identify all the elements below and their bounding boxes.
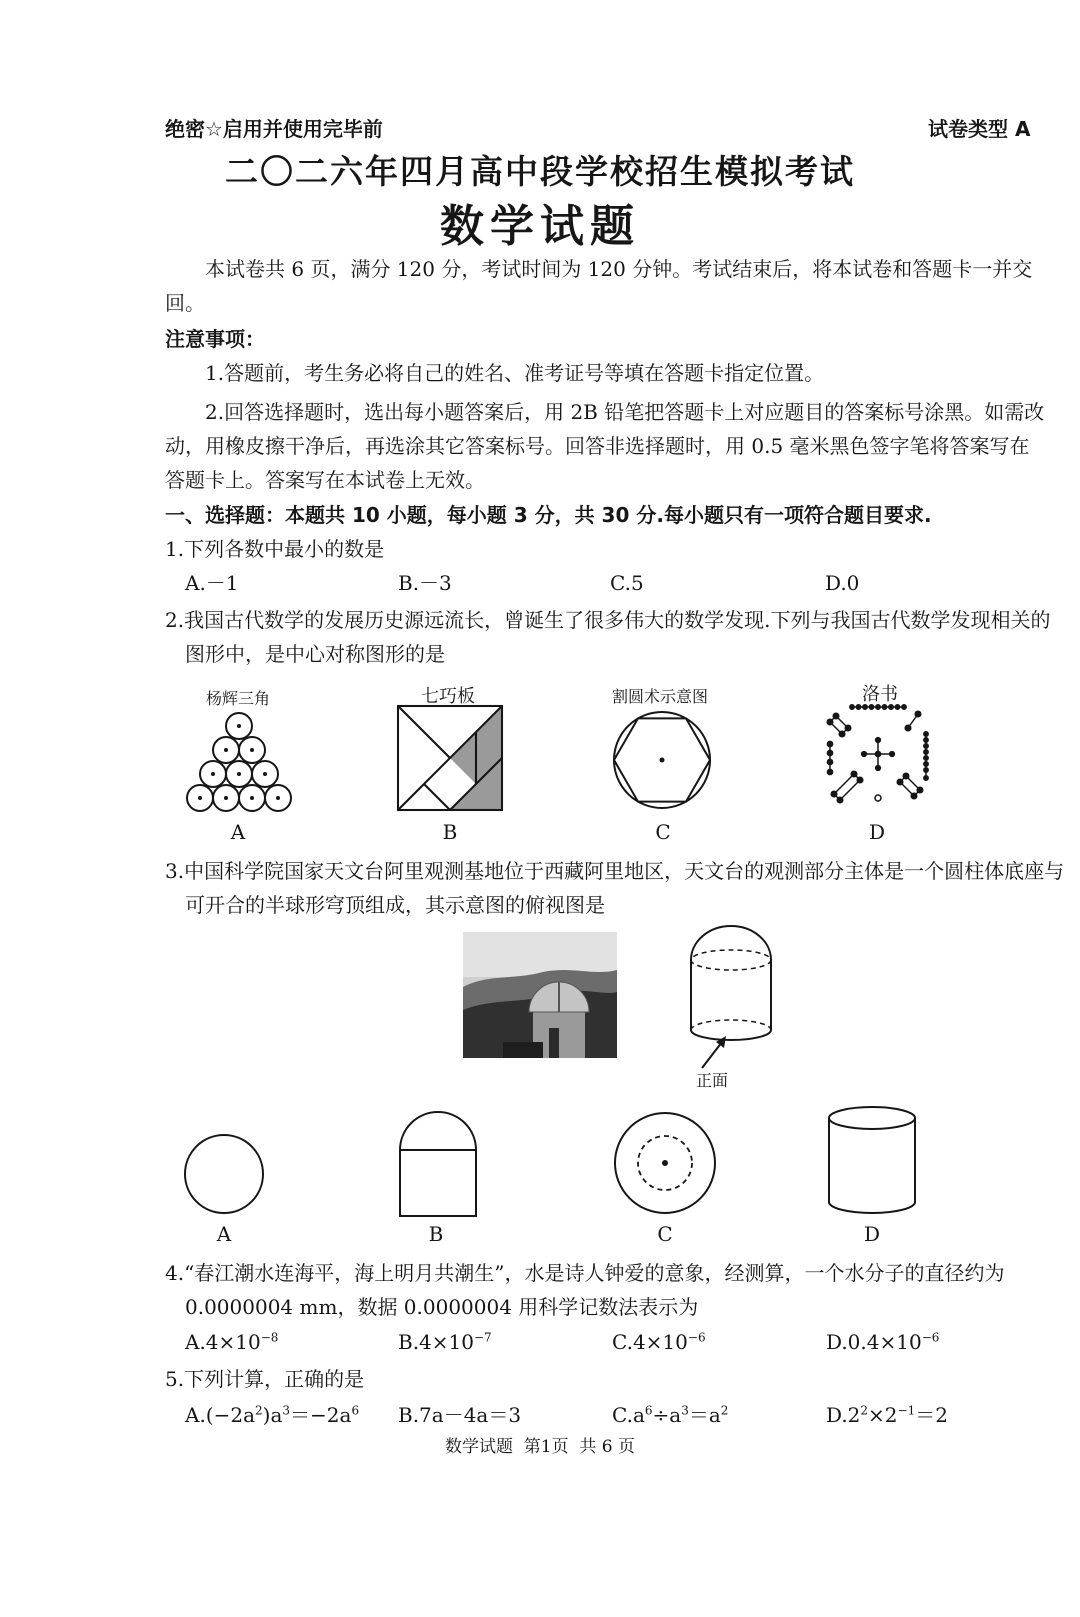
front-view-label: 正面 [695, 1071, 728, 1090]
notice-item-1: 1.答题前，考生务必将自己的姓名、准考证号等填在答题卡指定位置。 [205, 361, 825, 385]
paper-type: 试卷类型 A [928, 117, 1031, 141]
q3-option-c-figure [612, 1110, 718, 1216]
q5-option-b: B.7a－4a＝3 [398, 1403, 522, 1427]
section-heading: 一、选择题：本题共 10 小题，每小题 3 分，共 30 分.每小题只有一项符合题目要求. [165, 503, 932, 527]
q2-stem: 2.我国古代数学的发展历史源远流长，曾诞生了很多伟大的数学发现.下列与我国古代数学发现相关的图形中，是中心对称图形的是 [165, 608, 1051, 666]
q2-label-b: B [442, 820, 458, 844]
subject-title: 数学试题 [440, 201, 640, 252]
q2-caption-d: 洛书 [862, 684, 898, 705]
q3-label-b: B [428, 1222, 444, 1246]
notice-heading: 注意事项： [165, 327, 265, 351]
q1-stem: 1.下列各数中最小的数是 [165, 537, 385, 561]
q3-label-a: A [216, 1222, 232, 1246]
circle-cutting-figure [610, 708, 714, 812]
q1-option-d: D.0 [825, 571, 860, 595]
page-footer: 数学试题 第1页 共 6 页 [444, 1437, 636, 1457]
q3-stem: 3.中国科学院国家天文台阿里观测基地位于西藏阿里地区，天文台的观测部分主体是一个圆柱体底座与可开合的半球形穹顶组成，其示意图的俯视图是 [165, 859, 1065, 917]
q3-label-c: C [657, 1222, 673, 1246]
q4-option-a: $A.4\times 10^{-8}$ [185, 1330, 279, 1354]
q2-caption-c: 割圆术示意图 [611, 687, 708, 706]
q5-option-c: $C.a^6\div a^3=a^2$ [612, 1403, 729, 1427]
q2-caption-b: 七巧板 [421, 686, 475, 707]
q5-stem: 5.下列计算，正确的是 [165, 1367, 365, 1391]
q3-label-d: D [863, 1222, 881, 1246]
notice-item-2: 2.回答选择题时，选出每小题答案后，用 2B 铅笔把答题卡上对应题目的答案标号涂黑。如需改动，用橡皮擦干净后，再选涂其它答案标号。回答非选择题时，用 0.5 毫米黑色签字笔将答案写在答题卡上。答案写在本试卷上无效。 [165, 400, 1045, 492]
yanghui-triangle-figure [180, 710, 300, 814]
q4-stem: 4.“春江潮水连海平，海上明月共潮生”，水是诗人钟爱的意象，经测算，一个水分子的直径约为 0.0000004 mm，数据 0.0000004 用科学记数法表示为 [165, 1261, 1005, 1319]
exam-title: 二〇二六年四月高中段学校招生模拟考试 [225, 152, 855, 191]
confidential-mark: 绝密☆启用并使用完毕前 [165, 117, 383, 141]
q3-option-b-figure [398, 1110, 478, 1218]
q1-option-c: C.5 [610, 571, 644, 595]
q4-option-d: $D.0.4\times 10^{-6}$ [826, 1330, 940, 1354]
intro-text: 本试卷共 6 页，满分 120 分，考试时间为 120 分钟。考试结束后，将本试卷和答题卡一并交回。 [165, 257, 1033, 315]
q3-option-d-figure [826, 1104, 918, 1216]
q3-option-a-figure [182, 1132, 266, 1216]
luoshu-figure [822, 702, 932, 806]
q2-label-a: A [230, 820, 246, 844]
q4-option-b: $B.4\times 10^{-7}$ [398, 1330, 492, 1354]
observatory-photo [463, 932, 617, 1058]
q2-label-c: C [655, 820, 671, 844]
q2-label-d: D [868, 820, 886, 844]
q1-option-a: A.－1 [185, 571, 239, 595]
q4-option-c: $C.4\times 10^{-6}$ [612, 1330, 706, 1354]
q5-option-a: $A.(-2a^2)a^3=-2a^6$ [185, 1403, 360, 1427]
q5-option-d: $D.2^2\times 2^{-1}=2$ [826, 1403, 948, 1427]
tangram-figure [398, 706, 502, 810]
q1-option-b: B.－3 [398, 571, 452, 595]
q2-caption-a: 杨辉三角 [205, 689, 270, 708]
observatory-schematic [680, 918, 790, 1088]
